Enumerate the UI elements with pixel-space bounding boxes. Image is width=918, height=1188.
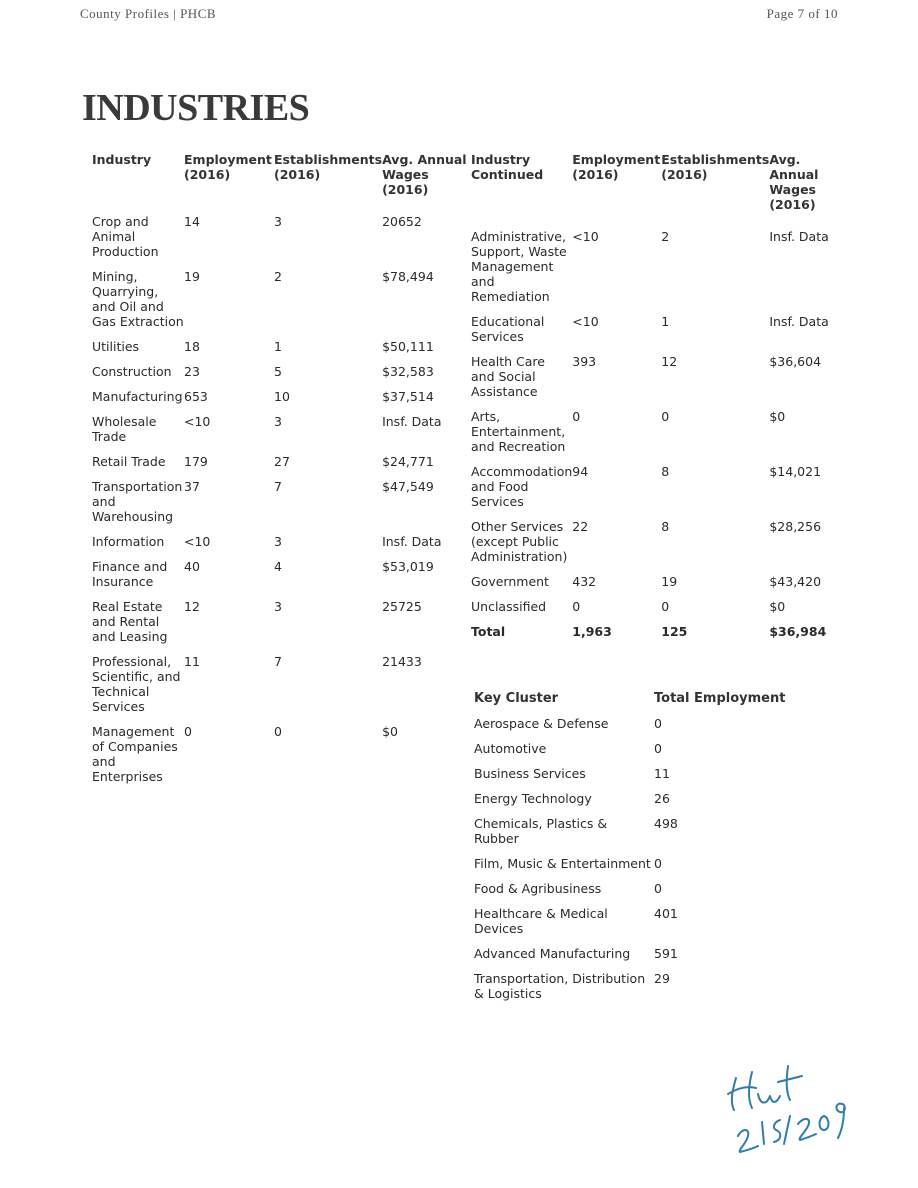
table-row <box>92 339 467 364</box>
column-header: Avg. Annual Wages (2016) <box>769 152 819 212</box>
table-cell: 0 <box>572 409 581 424</box>
table-cell: Retail Trade <box>92 454 166 469</box>
table-cell: 0 <box>661 599 670 614</box>
table-cell: 0 <box>654 856 662 871</box>
table-cell: Finance and Insurance <box>92 559 168 589</box>
column-header: Key Cluster <box>474 691 559 706</box>
table-cell: Insf. Data <box>382 414 442 429</box>
table-cell: 10 <box>274 389 290 404</box>
table-cell: 20652 <box>382 214 422 229</box>
table-cell: $0 <box>769 409 786 424</box>
table-row <box>471 574 849 599</box>
table-cell: Aerospace & Defense <box>474 716 609 731</box>
table-cell: Food & Agribusiness <box>474 881 602 896</box>
table-cell: Chemicals, Plastics & Rubber <box>474 816 608 846</box>
table-cell: 7 <box>274 479 282 494</box>
table-cell: Insf. Data <box>382 534 442 549</box>
table-cell: <10 <box>572 229 599 244</box>
table-cell: Energy Technology <box>474 791 592 806</box>
running-header-page-number: Page 7 of 10 <box>766 6 838 21</box>
running-header-left: County Profiles | PHCB <box>80 6 217 21</box>
table-cell: 12 <box>184 599 200 614</box>
table-cell: 14 <box>184 214 200 229</box>
table-cell: 40 <box>184 559 200 574</box>
table-cell: $0 <box>769 599 786 614</box>
table-cell: Real Estate and Rental and Leasing <box>92 599 168 644</box>
table-cell: $36,604 <box>769 354 822 369</box>
table-cell: 0 <box>572 599 581 614</box>
table-cell: Business Services <box>474 766 586 781</box>
column-header: Industry Continued <box>471 152 544 182</box>
table-cell: Automotive <box>474 741 547 756</box>
table-cell: $37,514 <box>382 389 434 404</box>
table-cell: 26 <box>654 791 670 806</box>
table-cell: <10 <box>184 534 211 549</box>
table-cell: 179 <box>184 454 208 469</box>
table-row <box>471 229 849 314</box>
table-cell: 22 <box>572 519 589 534</box>
table-cell: 18 <box>184 339 200 354</box>
table-row <box>92 479 467 534</box>
table-cell: $43,420 <box>769 574 822 589</box>
table-cell: Transportation, Distribution & Logistics <box>474 971 646 1001</box>
table-cell: 94 <box>572 464 589 479</box>
table-cell: Accommodation and Food Services <box>471 464 573 509</box>
table-header-row <box>471 152 849 229</box>
table-cell: Educational Services <box>471 314 545 344</box>
table-cell: Wholesale Trade <box>92 414 157 444</box>
column-header: Industry <box>92 152 152 167</box>
table-row <box>471 314 849 354</box>
table-row <box>474 766 794 791</box>
table-cell: 653 <box>184 389 208 404</box>
table-cell: 1 <box>274 339 282 354</box>
table-cell: Construction <box>92 364 172 379</box>
table-cell: 11 <box>654 766 670 781</box>
table-cell: $14,021 <box>769 464 822 479</box>
table-cell: Manufacturing <box>92 389 183 404</box>
table-row <box>474 906 794 946</box>
handwritten-signature-initials-date <box>718 1058 868 1158</box>
table-cell: $0 <box>382 724 398 739</box>
table-cell: $32,583 <box>382 364 434 379</box>
table-cell: 25725 <box>382 599 422 614</box>
column-header: Total Employment <box>654 691 786 706</box>
table-row <box>92 454 467 479</box>
table-row <box>92 269 467 339</box>
table-cell: $50,111 <box>382 339 434 354</box>
table-cell: 393 <box>572 354 597 369</box>
industries-table-right <box>471 152 849 649</box>
table-cell: Insf. Data <box>769 229 829 244</box>
table-row <box>471 599 849 624</box>
table-cell: Unclassified <box>471 599 547 614</box>
table-cell: 7 <box>274 654 282 669</box>
table-row <box>474 791 794 816</box>
table-cell: 0 <box>654 741 662 756</box>
table-cell: $47,549 <box>382 479 434 494</box>
table-cell: Healthcare & Medical Devices <box>474 906 608 936</box>
column-header: Establishments (2016) <box>661 152 770 182</box>
table-cell: <10 <box>572 314 599 329</box>
table-cell: 432 <box>572 574 597 589</box>
table-cell: 0 <box>654 881 662 896</box>
total-cell: $36,984 <box>769 624 827 639</box>
table-cell: 5 <box>274 364 282 379</box>
table-cell: Crop and Animal Production <box>92 214 159 259</box>
key-cluster-table <box>474 691 794 1011</box>
table-cell: 23 <box>184 364 200 379</box>
total-cell: Total <box>471 624 506 639</box>
table-row <box>474 881 794 906</box>
table-cell: 401 <box>654 906 678 921</box>
table-row <box>471 409 849 464</box>
table-cell: 0 <box>184 724 192 739</box>
column-header: Avg. Annual Wages (2016) <box>382 152 467 197</box>
table-cell: 591 <box>654 946 678 961</box>
table-row <box>92 724 467 794</box>
table-cell: Professional, Scientific, and Technical Services <box>92 654 181 714</box>
table-row <box>474 971 794 1011</box>
table-row <box>92 534 467 559</box>
table-cell: 4 <box>274 559 282 574</box>
table-total-row <box>471 624 849 649</box>
table-cell: 3 <box>274 599 282 614</box>
table-row <box>92 214 467 269</box>
table-cell: 0 <box>274 724 282 739</box>
table-cell: Administrative, Support, Waste Management and Remediation <box>471 229 567 304</box>
table-cell: 12 <box>661 354 678 369</box>
table-row <box>474 716 794 741</box>
table-cell: Mining, Quarrying, and Oil and Gas Extraction <box>92 269 184 329</box>
table-row <box>471 464 849 519</box>
table-cell: Arts, Entertainment, and Recreation <box>471 409 566 454</box>
total-cell: 125 <box>661 624 688 639</box>
table-row <box>92 364 467 389</box>
table-cell: Health Care and Social Assistance <box>471 354 545 399</box>
table-cell: 19 <box>661 574 678 589</box>
table-cell: Information <box>92 534 165 549</box>
table-cell: 19 <box>184 269 200 284</box>
table-row <box>92 559 467 599</box>
table-cell: Advanced Manufacturing <box>474 946 631 961</box>
table-cell: $28,256 <box>769 519 822 534</box>
table-row <box>474 741 794 766</box>
column-header: Employment (2016) <box>572 152 661 182</box>
industries-table-left <box>92 152 467 794</box>
table-row <box>474 856 794 881</box>
table-cell: Management of Companies and Enterprises <box>92 724 178 784</box>
table-row <box>92 599 467 654</box>
table-cell: 21433 <box>382 654 422 669</box>
table-cell: Insf. Data <box>769 314 829 329</box>
table-cell: 2 <box>274 269 282 284</box>
table-cell: 27 <box>274 454 290 469</box>
table-cell: 498 <box>654 816 678 831</box>
table-row <box>471 354 849 409</box>
table-header-row <box>474 691 794 716</box>
table-row <box>92 414 467 454</box>
table-cell: 8 <box>661 519 670 534</box>
table-row <box>92 389 467 414</box>
table-cell: Film, Music & Entertainment <box>474 856 651 871</box>
table-cell: $24,771 <box>382 454 434 469</box>
table-cell: 0 <box>661 409 670 424</box>
table-header-row <box>92 152 467 214</box>
table-cell: 3 <box>274 214 282 229</box>
table-row <box>92 654 467 724</box>
table-cell: $78,494 <box>382 269 434 284</box>
table-cell: 11 <box>184 654 200 669</box>
table-cell: 29 <box>654 971 670 986</box>
column-header: Establishments (2016) <box>274 152 383 182</box>
table-cell: Government <box>471 574 549 589</box>
column-header: Employment (2016) <box>184 152 272 182</box>
table-cell: <10 <box>184 414 211 429</box>
total-cell: 1,963 <box>572 624 612 639</box>
table-cell: 3 <box>274 534 282 549</box>
table-cell: 8 <box>661 464 670 479</box>
table-cell: 37 <box>184 479 200 494</box>
table-cell: Other Services (except Public Administration) <box>471 519 568 564</box>
table-cell: Utilities <box>92 339 140 354</box>
table-cell: Transportation and Warehousing <box>92 479 183 524</box>
table-cell: 0 <box>654 716 662 731</box>
table-row <box>474 946 794 971</box>
table-row <box>474 816 794 856</box>
table-cell: $53,019 <box>382 559 434 574</box>
table-cell: 1 <box>661 314 670 329</box>
page-title: INDUSTRIES <box>82 87 310 129</box>
table-cell: 3 <box>274 414 282 429</box>
table-row <box>471 519 849 574</box>
table-cell: 2 <box>661 229 670 244</box>
